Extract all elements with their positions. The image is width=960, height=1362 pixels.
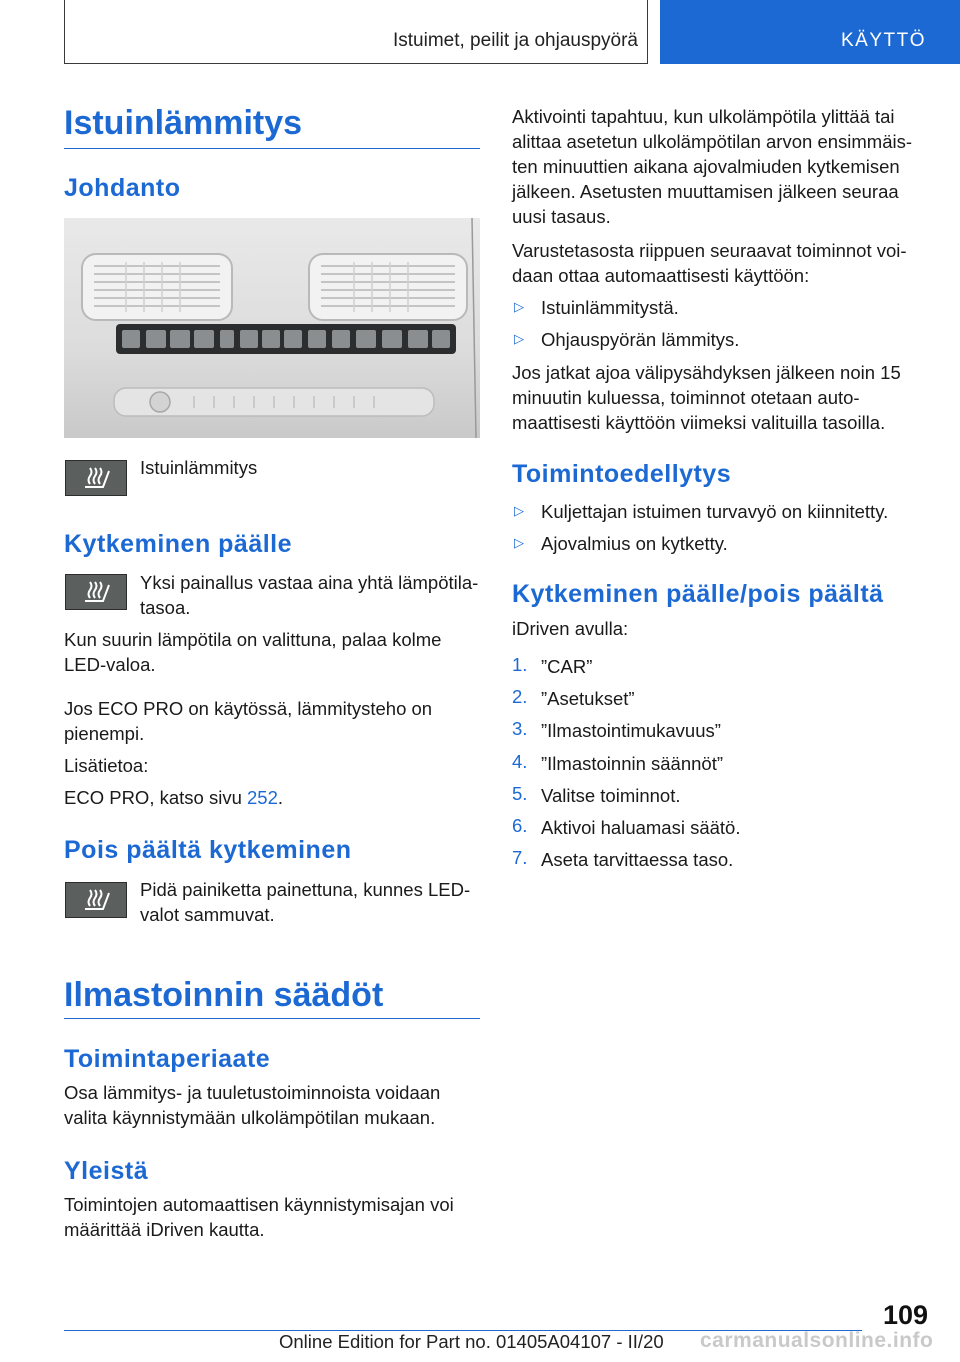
header-chapter-tab[interactable]: [660, 0, 960, 64]
title-rule: [64, 1018, 480, 1019]
step-text: ”CAR”: [541, 656, 593, 677]
heading-on-off: Kytkeminen päälle/pois päältä: [512, 580, 884, 608]
header-chapter-label: KÄYTTÖ: [840, 30, 926, 51]
seat-heating-icon: [65, 882, 127, 918]
step-text: ”Ilmastoinnin säännöt”: [541, 753, 724, 774]
paragraph: Lisätietoa:: [64, 755, 149, 776]
section-title-climate: Ilmastoinnin säädöt: [64, 976, 384, 1014]
step-number: 2.: [512, 686, 528, 707]
heading-switch-on: Kytkeminen päälle: [64, 530, 293, 558]
step-number: 4.: [512, 751, 528, 772]
heading-prerequisite: Toimintoedellytys: [512, 460, 732, 488]
page-link-252[interactable]: 252: [247, 787, 278, 808]
triangle-bullet-icon: ▷: [514, 503, 524, 518]
period: .: [277, 787, 284, 808]
heading-switch-off: Pois päältä kytkeminen: [64, 836, 352, 864]
switch-off-text: Pidä painiketta painettuna, kunnes LED-valot sammuvat.: [140, 879, 471, 925]
list-item: Ajovalmius on kytketty.: [541, 533, 728, 554]
step-text: Aseta tarvittaessa taso.: [541, 849, 734, 870]
title-rule: [64, 148, 480, 149]
triangle-bullet-icon: ▷: [514, 331, 524, 346]
seat-heating-icon: [65, 460, 127, 496]
icon-caption: Istuinlämmitys: [140, 457, 258, 478]
paragraph: Jos jatkat ajoa välipysähdyksen jälkeen noin 15 minuutin kuluessa, toiminnot otetaan auto-maattisesti käyttöön viimeksi valituilla tasoilla.: [512, 362, 901, 433]
paragraph: Osa lämmitys- ja tuuletustoiminnoista voidaan valita käynnistymään ulkolämpötilan mukaan.: [64, 1082, 441, 1128]
step-number: 6.: [512, 815, 528, 836]
step-number: 7.: [512, 847, 528, 868]
dashboard-photo: [64, 218, 480, 438]
paragraph: Toimintojen automaattisen käynnistymisajan voi määrittää iDriven kautta.: [64, 1194, 454, 1240]
list-item: Kuljettajan istuimen turvavyö on kiinnitetty.: [541, 501, 889, 522]
footer-edition: Online Edition for Part no. 01405A04107 - II/20: [279, 1331, 664, 1352]
step-text: ”Ilmastointimukavuus”: [541, 720, 721, 741]
step-text: ”Asetukset”: [541, 688, 635, 709]
paragraph: Kun suurin lämpötila on valittuna, palaa kolme LED-valoa.: [64, 629, 442, 675]
header-section-title: Istuimet, peilit ja ohjauspyörä: [392, 30, 638, 51]
list-item: Ohjauspyörän lämmitys.: [541, 329, 740, 350]
paragraph: Aktivointi tapahtuu, kun ulkolämpötila ylittää tai alittaa asetetun ulkolämpötilan arvon ensimmäis-ten minuuttien aikana ajovalmiuden kytkemisen jälkeen. Asetusten muuttamisen jälkeen seuraa uusi tasaus.: [512, 106, 913, 227]
watermark: carmanualsonline.info: [700, 1329, 934, 1352]
list-item: Istuinlämmitystä.: [541, 297, 679, 318]
step-text: Aktivoi haluamasi säätö.: [541, 817, 741, 838]
step-number: 3.: [512, 718, 528, 739]
heading-introduction: Johdanto: [64, 174, 181, 202]
step-number: 1.: [512, 654, 528, 675]
eco-pro-text: ECO PRO, katso sivu: [64, 787, 247, 808]
section-title-seat-heating: Istuinlämmitys: [64, 104, 303, 142]
seat-heating-icon: [65, 574, 127, 610]
step-number: 5.: [512, 783, 528, 804]
triangle-bullet-icon: ▷: [514, 299, 524, 314]
heading-principle: Toimintaperiaate: [64, 1045, 271, 1073]
step-text: Valitse toiminnot.: [541, 785, 681, 806]
paragraph-eco-pro-ref: [64, 785, 283, 810]
heading-general: Yleistä: [64, 1157, 149, 1185]
paragraph: Jos ECO PRO on käytössä, lämmitysteho on pienempi.: [64, 698, 433, 744]
paragraph: Varustetasosta riippuen seuraavat toiminnot voi-daan ottaa automaattisesti käyttöön:: [512, 240, 907, 286]
paragraph: iDriven avulla:: [512, 618, 629, 639]
triangle-bullet-icon: ▷: [514, 535, 524, 550]
page-number: 109: [882, 1300, 928, 1330]
switch-on-text: Yksi painallus vastaa aina yhtä lämpötila-tasoa.: [140, 572, 479, 618]
